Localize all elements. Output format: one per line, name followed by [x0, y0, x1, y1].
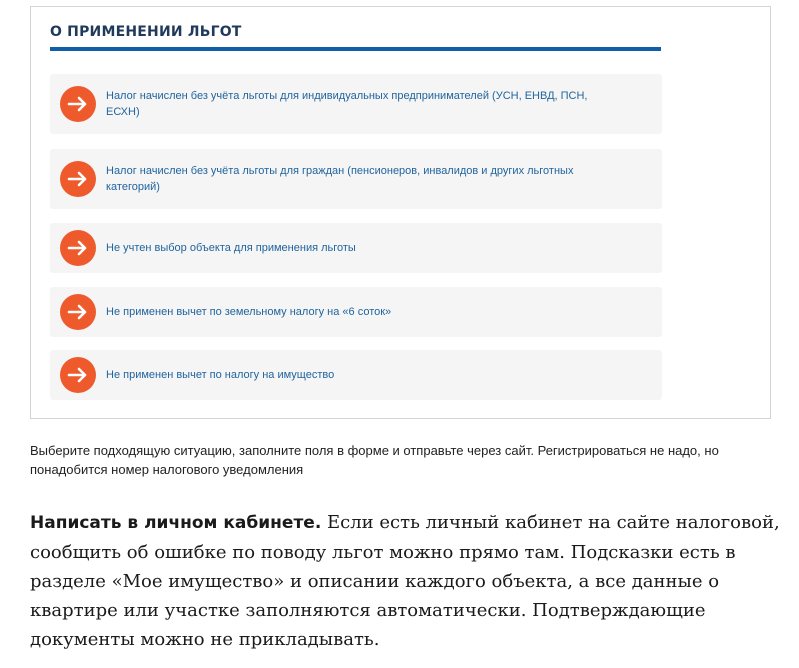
benefit-option-label: Не применен вычет по налогу на имущество: [106, 369, 335, 381]
benefit-option-object-choice[interactable]: [50, 223, 662, 273]
arrow-right-icon: [60, 161, 96, 197]
benefit-option-label: Не применен вычет по земельному налогу на «6 соток»: [106, 306, 392, 318]
benefits-panel: [30, 6, 771, 419]
section-title: О ПРИМЕНЕНИИ ЛЬГОТ: [50, 24, 242, 40]
paragraph-text: Если есть личный кабинет на сайте налоговой, сообщить об ошибке по поводу льгот можно прямо там. Подсказки есть в разделе «Мое имущество» и описании каждого объекта, а все данные о квартире или участке заполняются автоматически. Подтверждающие документы можно не прикладывать.: [30, 512, 780, 650]
arrow-right-icon: [60, 86, 96, 122]
arrow-right-icon: [60, 294, 96, 330]
article-paragraph: [30, 508, 780, 654]
benefit-option-label: Налог начислен без учёта льготы для граждан (пенсионеров, инвалидов и других льготных категорий): [106, 165, 574, 193]
benefit-option-label: Не учтен выбор объекта для применения льготы: [106, 242, 356, 254]
image-caption: Выберите подходящую ситуацию, заполните поля в форме и отправьте через сайт. Регистрироваться не надо, но понадобится номер налогового уведомления: [30, 443, 719, 477]
benefit-option-property-deduction[interactable]: [50, 350, 662, 400]
benefit-option-land-deduction[interactable]: [50, 287, 662, 337]
benefit-option-label: Налог начислен без учёта льготы для индивидуальных предпринимателей (УСН, ЕНВД, ПСН, ЕСХН): [106, 90, 588, 118]
arrow-right-icon: [60, 230, 96, 266]
paragraph-lead: Написать в личном кабинете.: [30, 513, 322, 533]
benefit-option-entrepreneurs[interactable]: [50, 74, 662, 134]
arrow-right-icon: [60, 357, 96, 393]
benefit-option-citizens[interactable]: [50, 149, 662, 209]
title-underline: [50, 47, 661, 51]
